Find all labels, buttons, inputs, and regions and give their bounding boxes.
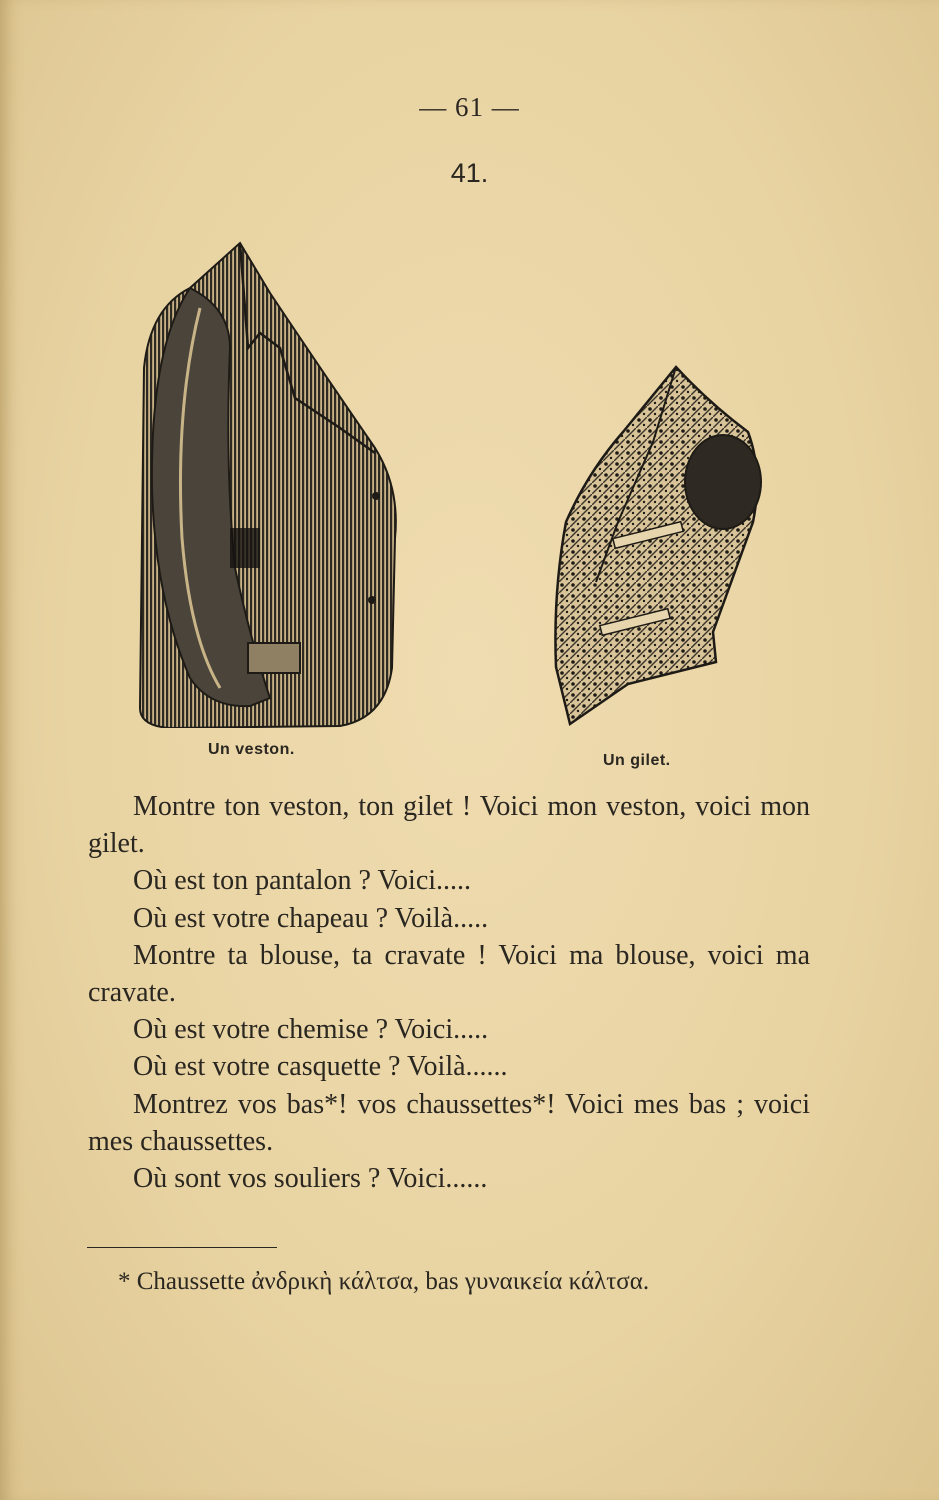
- waistcoat-caption: Un gilet.: [603, 752, 671, 769]
- paragraph: Où sont vos souliers ? Voici......: [133, 1163, 488, 1195]
- page-number: — 61 —: [419, 92, 520, 122]
- paragraph: Où est ton pantalon ? Voici.....: [133, 865, 472, 897]
- paragraph: Où est votre chapeau ? Voilà.....: [133, 902, 489, 934]
- paragraph: Montrez vos bas*! vos chaussettes*! Voici mes bas ; voici mes chaussettes.: [88, 1088, 810, 1157]
- lesson-number: 41.: [450, 158, 489, 188]
- waistcoat-illustration: [548, 362, 768, 732]
- paragraph: Où est votre chemise ? Voici.....: [133, 1014, 489, 1046]
- lesson-text: [88, 788, 810, 1197]
- footnote: * Chaussette ἀνδρικὴ κάλτσα, bas γυναικεία κάλτσα.: [118, 1268, 650, 1295]
- paragraph: Montre ton veston, ton gilet ! Voici mon veston, voici mon gilet.: [88, 791, 810, 860]
- paragraph: Montre ta blouse, ta cravate ! Voici ma blouse, voici ma cravate.: [88, 939, 810, 1009]
- jacket-caption: Un veston.: [208, 741, 295, 758]
- footnote-divider: [87, 1247, 277, 1248]
- jacket-illustration: [130, 238, 405, 728]
- paragraph: Où est votre casquette ? Voilà......: [133, 1051, 508, 1083]
